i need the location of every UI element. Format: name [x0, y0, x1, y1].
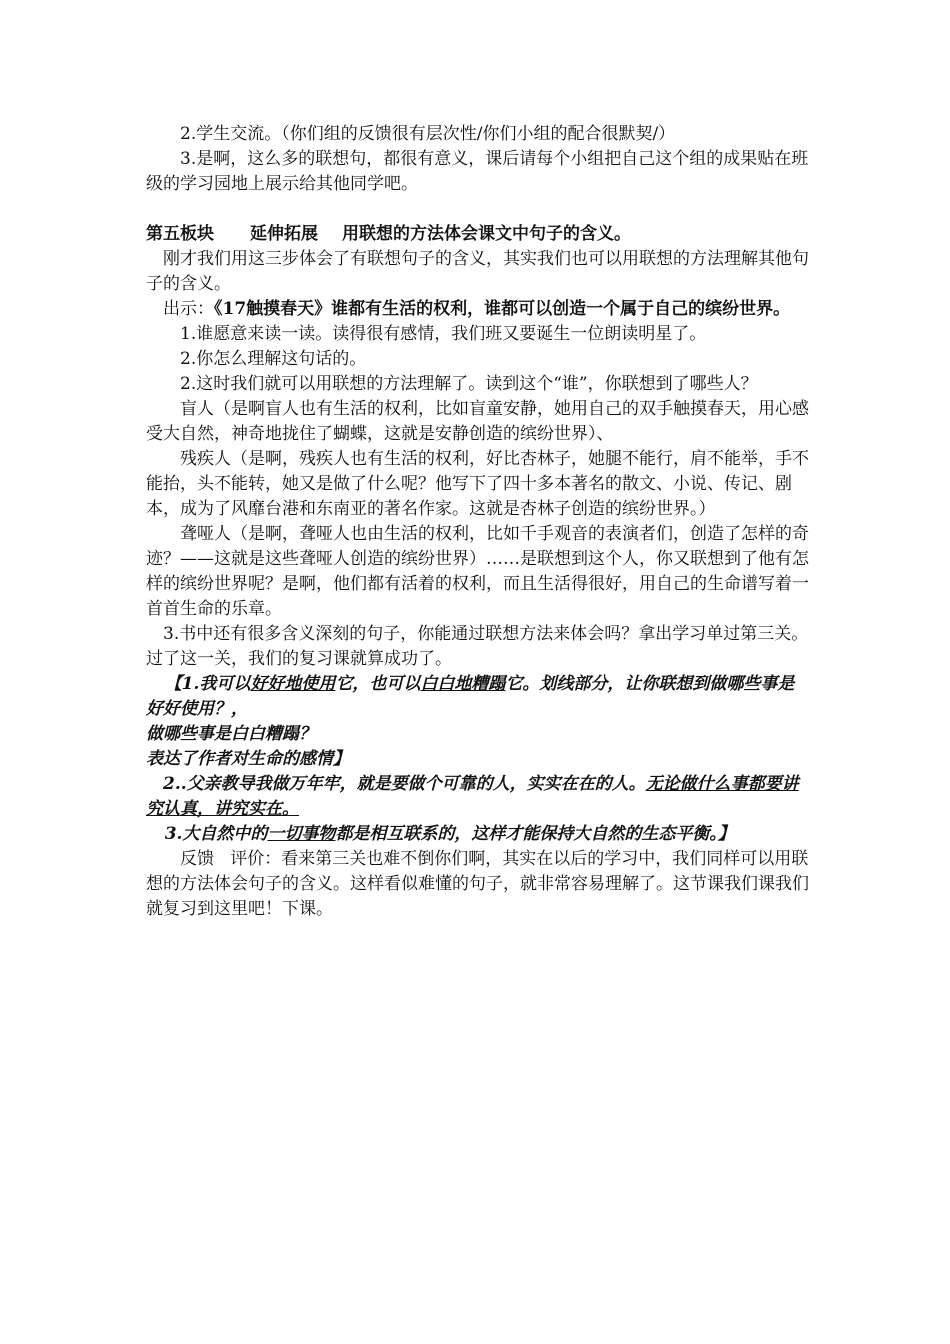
- paragraph-blind: 盲人（是啊盲人也有生活的权利，比如盲童安静，她用自己的双手触摸春天，用心感受大自然，神奇地拢住了蝴蝶，这就是安静创造的缤纷世界）、: [146, 399, 809, 444]
- paragraph-deaf-mute: 聋哑人（是啊，聋哑人也由生活的权利，比如千手观音的表演者们，创造了怎样的奇迹？——这就是这些聋哑人创造的缤纷世界）……是联想到这个人，你又联想到了他有怎样的缤纷世界呢？是啊，他们都有活着的权利，而且生活得很好，用自己的生命谱写着一首首生命的乐章。: [146, 524, 809, 619]
- question-3-text-b: 都是相互联系的，这样才能保持大自然的生态平衡。】: [335, 824, 735, 844]
- heading-part-1: 第五板块: [146, 224, 214, 244]
- paragraph-feedback: [146, 847, 810, 922]
- paragraph-association: 2.这时我们就可以用联想的方法理解了。读到这个“谁”，你联想到了哪些人？: [180, 374, 758, 394]
- display-sentence: 《17触摸春天》谁都有生活的权利，谁都可以创造一个属于自己的缤纷世界。: [214, 299, 791, 319]
- document-page: [146, 122, 810, 922]
- question-2-text: 2..父亲教导我做万年牢，就是要做个可靠的人，实实在在的人。: [163, 774, 646, 794]
- paragraph-understand: 2.你怎么理解这句话的。: [180, 349, 367, 369]
- question-3-text-a: 3.大自然中的: [164, 824, 268, 844]
- paragraph-student-exchange: 2.学生交流。（你们组的反馈很有层次性/你们小组的配合很默契/）: [180, 124, 676, 144]
- question-1-text-c: 它。划线部分，让你联想到做哪些事是好好使用？，: [146, 674, 795, 719]
- question-1-text-a: 【1.我可以: [164, 674, 251, 694]
- question-1-line-2: 做哪些事是白白糟蹋？: [146, 724, 316, 744]
- feedback-label: 反馈: [180, 849, 214, 869]
- heading-part-2: 延伸拓展: [250, 224, 318, 244]
- question-1-line-3: 表达了作者对生命的感情】: [146, 749, 350, 769]
- heading-part-3: 用联想的方法体会课文中句子的含义。: [342, 224, 631, 244]
- paragraph-disabled: 残疾人（是啊，残疾人也有生活的权利，好比杏林子，她腿不能行，肩不能举，手不能抬，头不能转，她又是做了什么呢？他写下了四十多本著名的散文、小说、传记、剧本，成为了风靡台港和东南亚的著名作家。这就是杏林子创造的缤纷世界。）: [146, 449, 809, 519]
- question-1: [146, 672, 810, 722]
- question-1-underline-2: 白白地糟蹋: [420, 674, 506, 694]
- paragraph-display: [146, 297, 810, 322]
- paragraph-read-aloud: 1.谁愿意来读一读。读得很有感情，我们班又要诞生一位朗读明星了。: [180, 324, 707, 344]
- paragraph-intro: 刚才我们用这三步体会了有联想句子的含义，其实我们也可以用联想的方法理解其他句子的含义。: [146, 249, 809, 294]
- display-label: 出示：: [163, 299, 214, 319]
- feedback-text: 评价：看来第三关也难不倒你们啊，其实在以后的学习中，我们同样可以用联想的方法体会句子的含义。这样看似难懂的句子，就非常容易理解了。这节课我们课我们就复习到这里吧！下课。: [146, 849, 809, 919]
- paragraph-third-level: 3.书中还有很多含义深刻的句子，你能通过联想方法来体会吗？拿出学习单过第三关。过了这一关，我们的复习课就算成功了。: [146, 624, 809, 669]
- question-2: [146, 772, 810, 822]
- question-3-underline: 一切事物: [267, 824, 336, 844]
- paragraph-show-results: 3.是啊，这么多的联想句，都很有意义，课后请每个小组把自己这个组的成果贴在班级的学习园地上展示给其他同学吧。: [146, 149, 809, 194]
- section-heading: [146, 222, 810, 247]
- question-1-underline-1: 好好地使用: [250, 674, 336, 694]
- question-1-text-b: 它，也可以: [335, 674, 421, 694]
- question-2-underline: 无论做什么事都要讲究认真，讲究实在。: [146, 774, 799, 819]
- question-3: [146, 822, 810, 847]
